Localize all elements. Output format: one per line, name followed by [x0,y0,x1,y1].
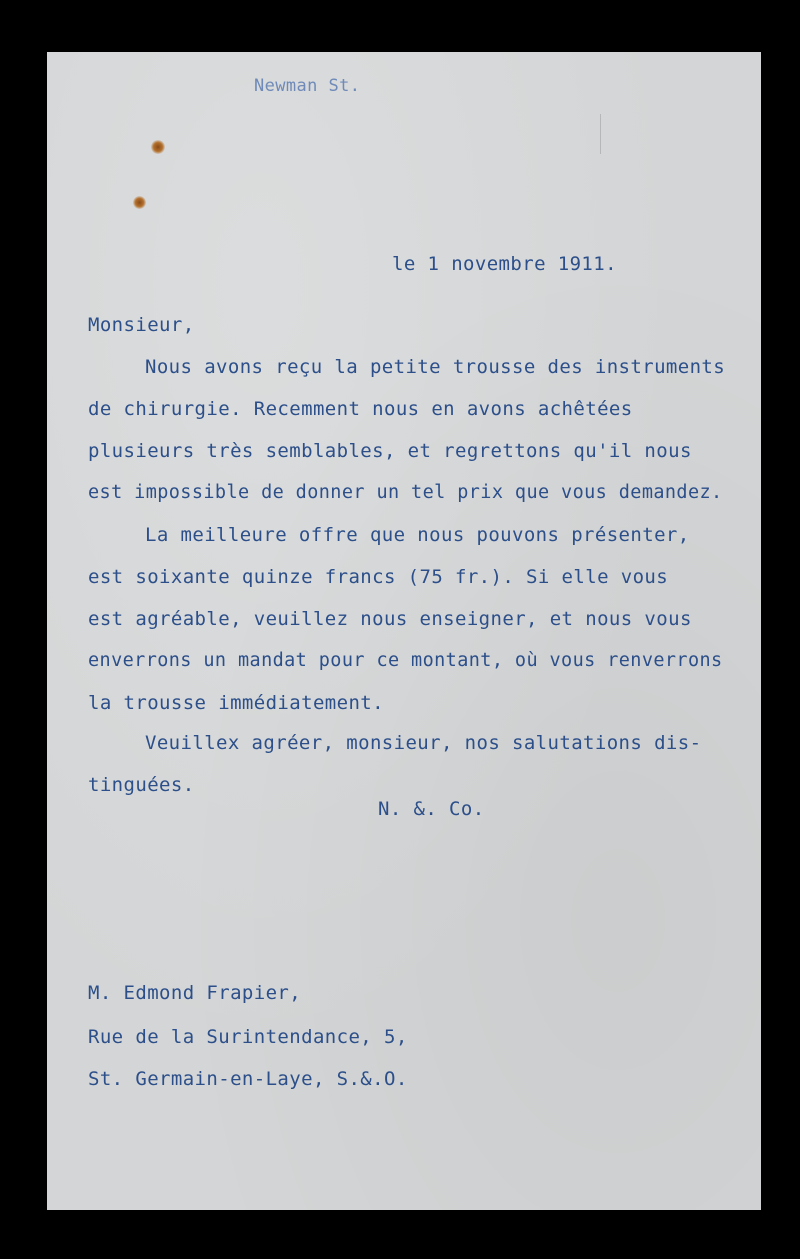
recipient-line: St. Germain-en-Laye, S.&.O. [88,1068,408,1090]
body-line: plusieurs très semblables, et regrettons qu'il nous [88,440,692,462]
letter-date: le 1 novembre 1911. [392,253,617,275]
body-line: tinguées. [88,774,195,796]
header-note: Newman St. [254,76,361,96]
body-line: Nous avons reçu la petite trousse des instruments [145,356,726,378]
signature: N. &. Co. [378,798,485,820]
body-line: de chirurgie. Recemment nous en avons achêtées [88,398,633,420]
body-line: enverrons un mandat pour ce montant, où vous renverrons [88,650,723,671]
body-line: est agréable, veuillez nous enseigner, et nous vous [88,608,692,630]
rust-stain [151,140,165,154]
letter-sheet [47,52,761,1210]
paper-fold-mark [600,114,601,154]
body-line: est soixante quinze francs (75 fr.). Si elle vous [88,566,669,588]
body-line: la trousse immédiatement. [88,692,384,714]
recipient-line: Rue de la Surintendance, 5, [88,1026,408,1048]
salutation: Monsieur, [88,314,195,336]
rust-stain [133,196,146,209]
body-line: La meilleure offre que nous pouvons présenter, [145,524,690,546]
body-line: Veuillex agréer, monsieur, nos salutations dis- [145,732,702,754]
recipient-line: M. Edmond Frapier, [88,982,302,1004]
body-line: est impossible de donner un tel prix que vous demandez. [88,482,723,503]
